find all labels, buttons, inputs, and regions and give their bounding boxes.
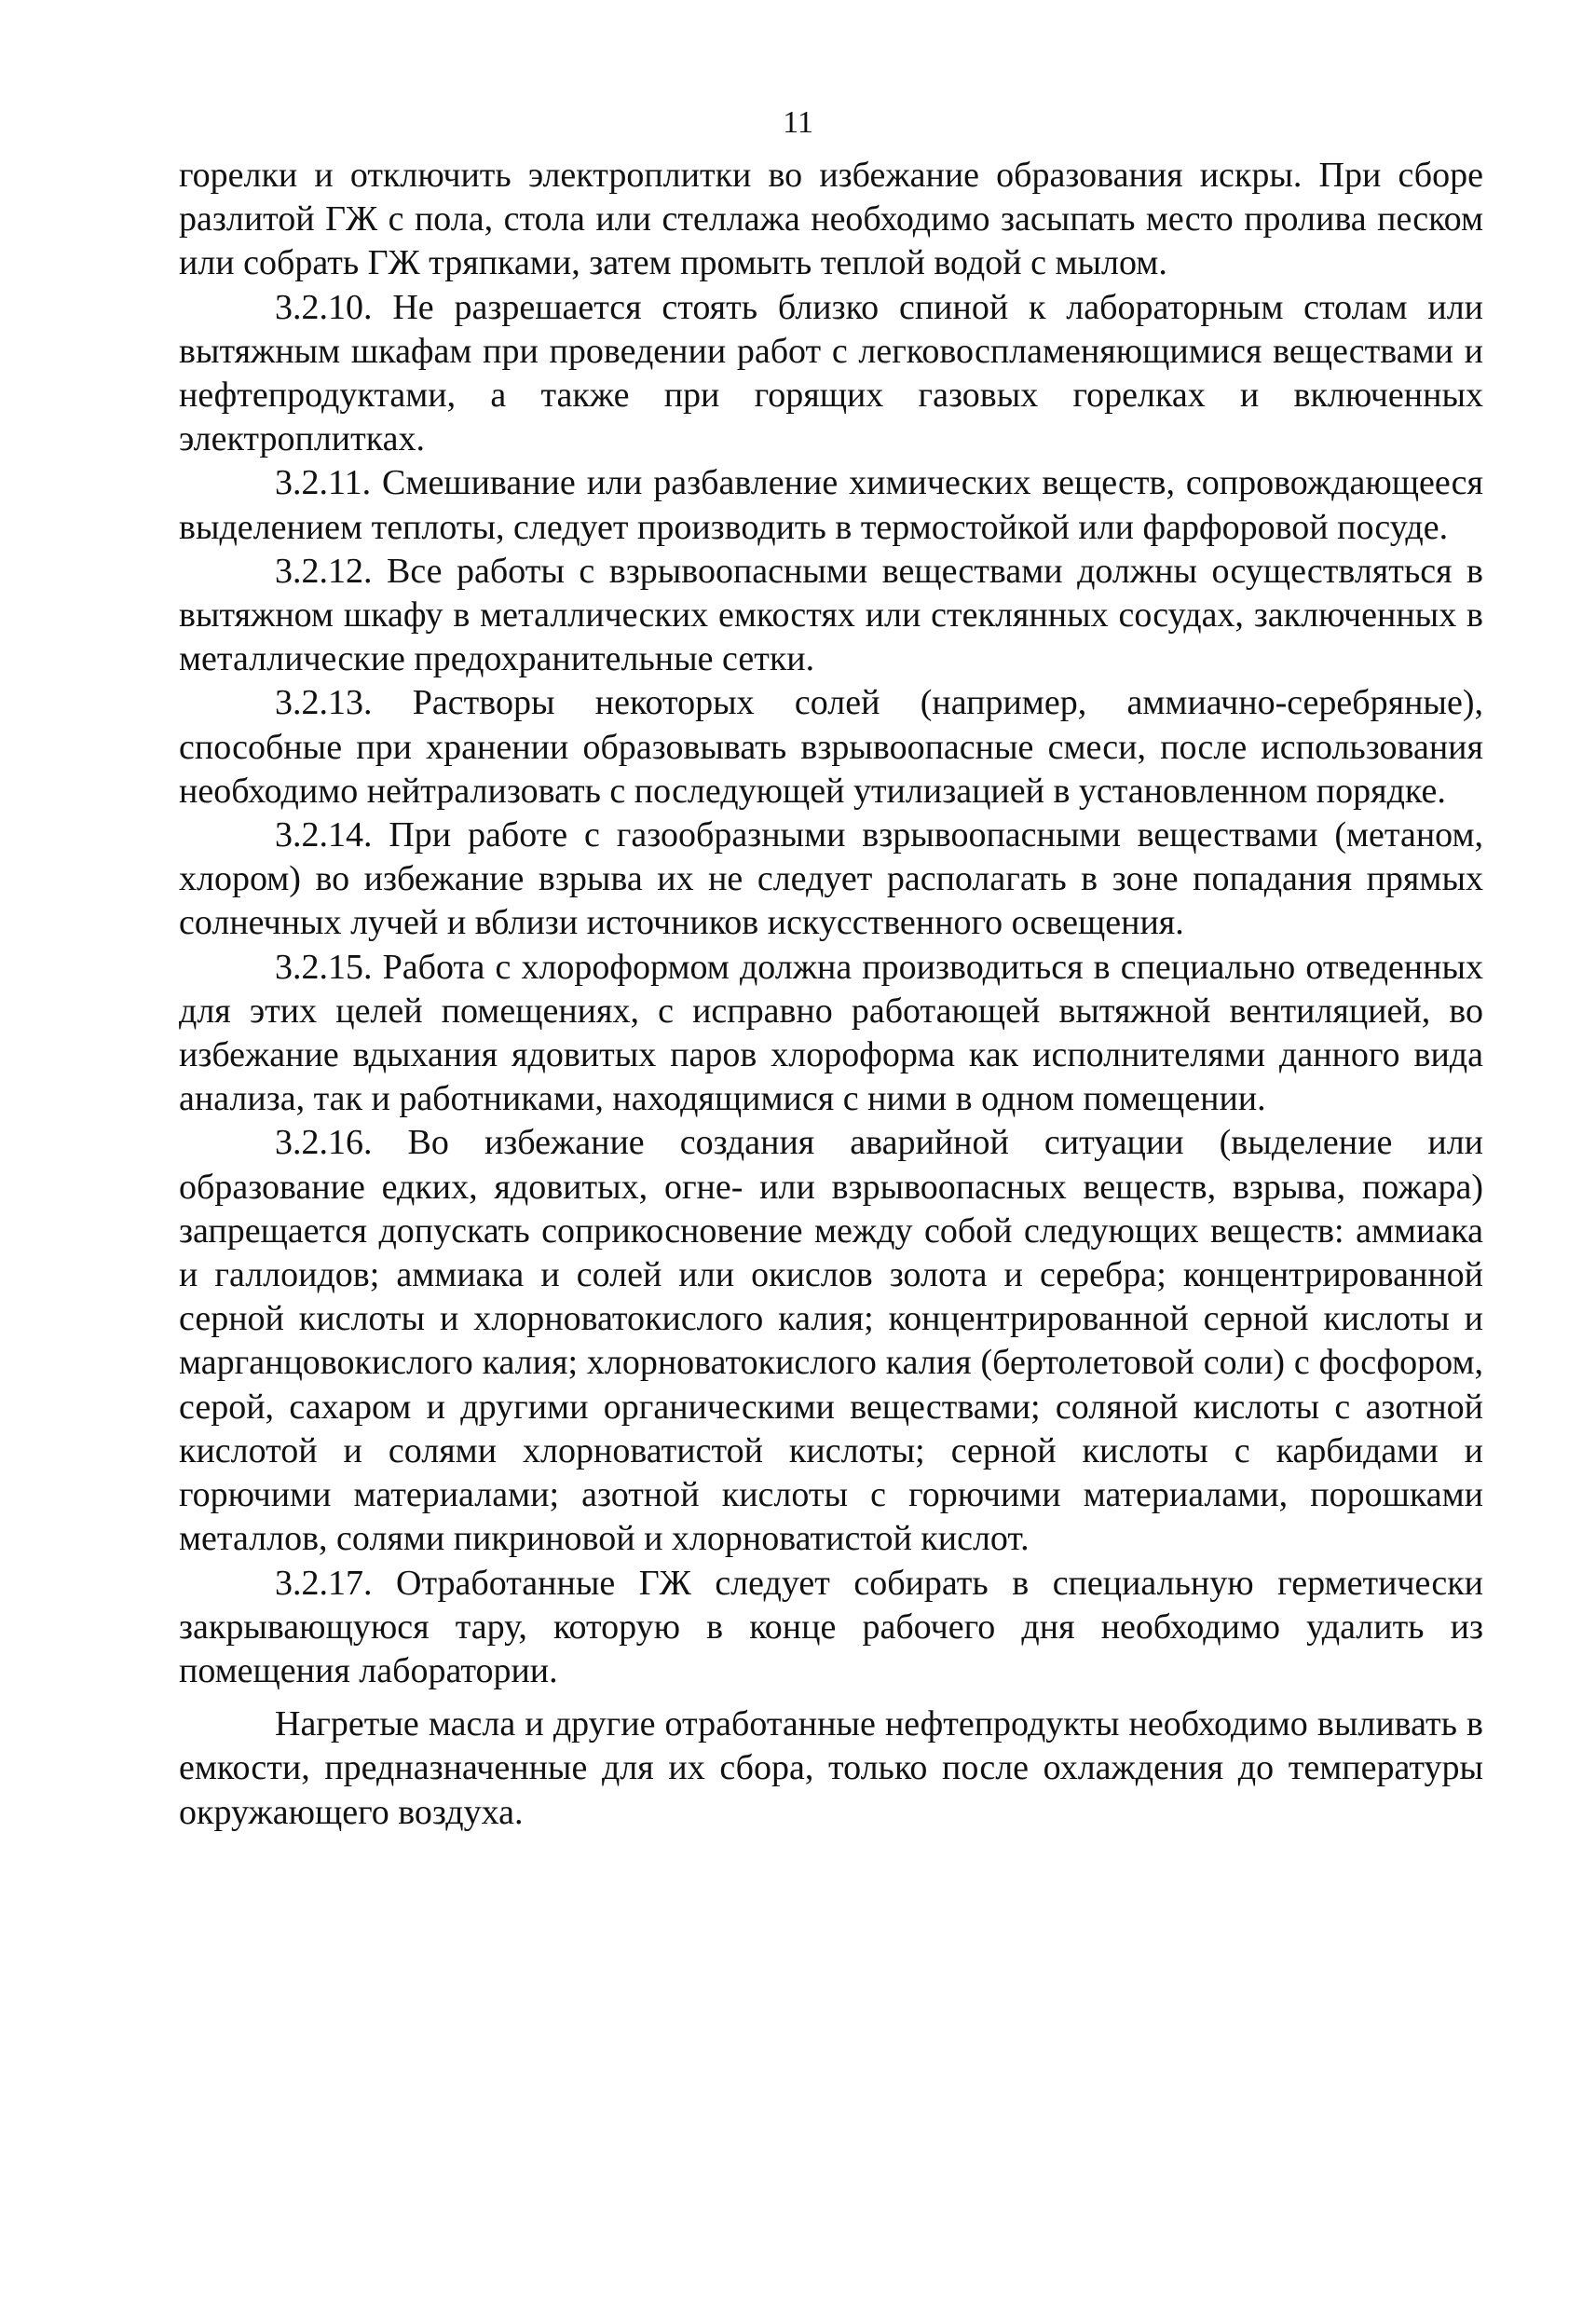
paragraph-3-2-16: 3.2.16. Во избежание создания аварийной ситуации (выделение или образование едких, ядовитых, огне- или взрывоопасных веществ, взрыва, пожара) запрещается допускать соприкосновение между собой следующих веществ: аммиака и галлоидов; аммиака и солей или окислов золота и серебра; концентрированной серной кислоты и хлорноватокислого калия; концентрированной серной кислоты и марганцовокислого калия; хлорноватокислого калия (бертолетовой соли) с фосфором, серой, сахаром и другими органическими веществами; соляной кислоты с азотной кислотой и солями хлорноватистой кислоты; серной кислоты с карбидами и горючими материалами; азотной кислоты с горючими материалами, порошками металлов, солями пикриновой и хлорноватистой кислот. xyxy=(179,1123,1483,1559)
paragraph-3-2-12: 3.2.12. Все работы с взрывоопасными веществами должны осуществляться в вытяжном шкафу в металлических емкостях или стеклянных сосудах, заключенных в металлические предохранительные сетки. xyxy=(179,551,1483,679)
paragraph-3-2-17: 3.2.17. Отработанные ГЖ следует собирать в специальную герметически закрывающуюся тару, которую в конце рабочего дня необходимо удалить из помещения лаборатории. xyxy=(179,1563,1483,1690)
paragraph-continuation: горелки и отключить электроплитки во избежание образования искры. При сборе разлитой ГЖ с пола, стола или стеллажа необходимо засыпать место пролива песком или собрать ГЖ тряпками, затем промыть теплой водой с мылом. xyxy=(179,156,1483,283)
paragraph-3-2-13: 3.2.13. Растворы некоторых солей (например, аммиачно-серебряные), способные при хранении образовывать взрывоопасные смеси, после использования необходимо нейтрализовать с последующей утилизацией в установленном порядке. xyxy=(179,683,1483,811)
paragraph-3-2-11: 3.2.11. Смешивание или разбавление химических веществ, сопровождающееся выделением теплоты, следует производить в термостойкой или фарфоровой посуде. xyxy=(179,463,1483,547)
paragraph-3-2-10: 3.2.10. Не разрешается стоять близко спиной к лабораторным столам или вытяжным шкафам при проведении работ с легковоспламеняющимися веществами и нефтепродуктами, а также при горящих газовых горелках и включенных электроплитках. xyxy=(179,287,1483,459)
page-number: 11 xyxy=(783,105,813,140)
paragraph-3-2-14: 3.2.14. При работе с газообразными взрывоопасными веществами (метаном, хлором) во избежание взрыва их не следует располагать в зоне попадания прямых солнечных лучей и вблизи источников искусственного освещения. xyxy=(179,815,1483,943)
paragraph-heated-oils: Нагретые масла и другие отработанные нефтепродукты необходимо выливать в емкости, предназначенные для их сбора, только после охлаждения до температуры окружающего воздуха. xyxy=(179,1704,1483,1832)
document-body xyxy=(179,154,1483,1835)
paragraph-3-2-15: 3.2.15. Работа с хлороформом должна производиться в специально отведенных для этих целей помещениях, с исправно работающей вытяжной вентиляцией, во избежание вдыхания ядовитых паров хлороформа как исполнителями данного вида анализа, так и работниками, находящимися с ними в одном помещении. xyxy=(179,947,1483,1119)
